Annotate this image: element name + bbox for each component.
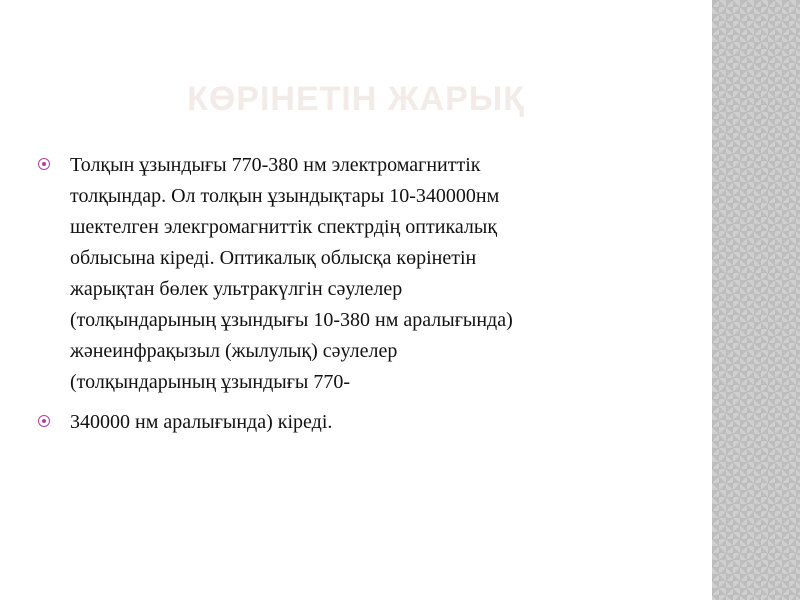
slide-content bbox=[38, 150, 678, 447]
slide-title: КӨРІНЕТІН ЖАРЫҚ bbox=[187, 80, 525, 118]
bullet-line: 340000 нм аралығында) кіреді. bbox=[70, 411, 333, 433]
bullet-item bbox=[38, 150, 678, 398]
bullet-line: жарықтан бөлек ультракүлгін сәулелер bbox=[70, 278, 403, 300]
bullet-line: шектелген элекгромагниттік спектрдің оптикалық bbox=[70, 216, 498, 238]
bullet-icon bbox=[38, 158, 50, 170]
bullet-item bbox=[38, 407, 678, 438]
decorative-side-panel bbox=[712, 0, 800, 600]
bullet-line: (толқындарының ұзындығы 10-380 нм аралығында) bbox=[70, 309, 513, 331]
bullet-line: толқындар. Ол толқын ұзындықтары 10-340000нм bbox=[70, 185, 500, 207]
bullet-line: жәнеинфрақызыл (жылулық) сәулелер bbox=[70, 340, 398, 362]
bullet-icon bbox=[38, 415, 50, 427]
bullet-line: Толқын ұзындығы 770-380 нм электромагниттік bbox=[70, 154, 481, 176]
bullet-line: облысына кіреді. Оптикалық облысқа көрінетін bbox=[70, 247, 477, 269]
bullet-line: (толқындарының ұзындығы 770- bbox=[70, 371, 350, 393]
